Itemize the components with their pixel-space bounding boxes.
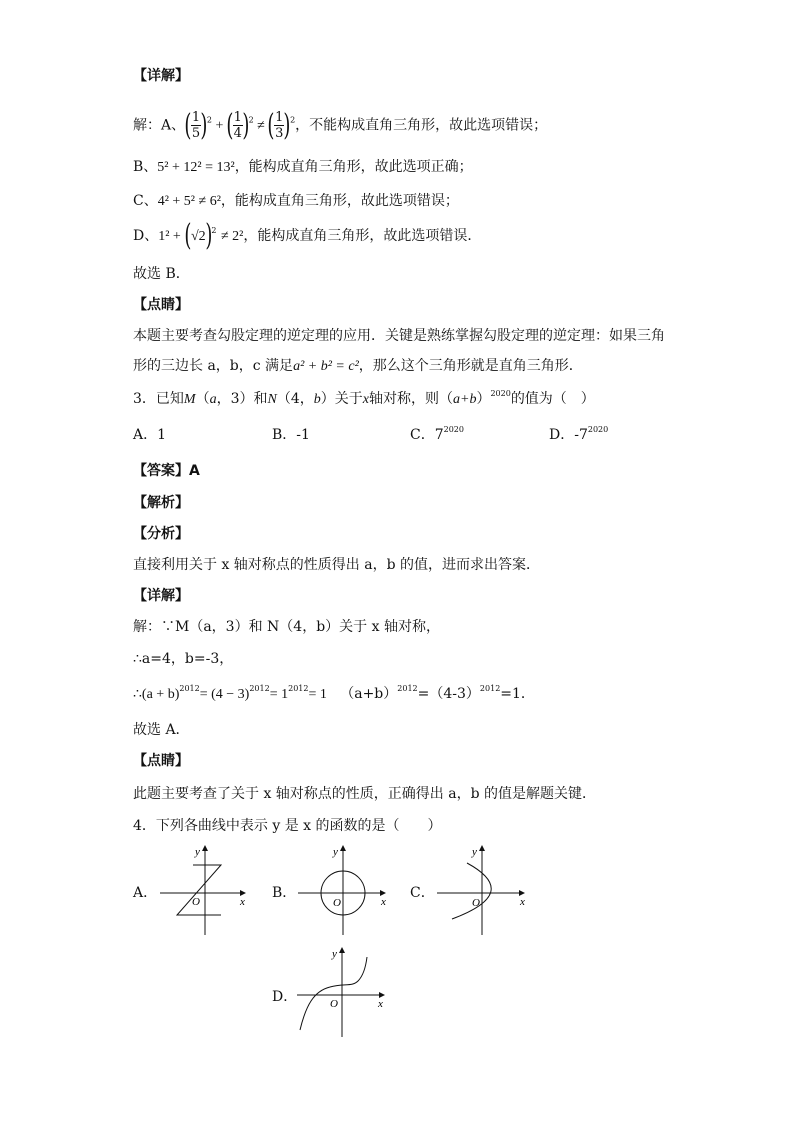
analysis-text: 直接利用关于 x 轴对称点的性质得出 a，b 的值，进而求出答案．: [133, 557, 541, 573]
svg-text:O: O: [330, 998, 338, 1010]
svg-text:y: y: [333, 846, 338, 858]
solution-line-c: C、4² + 5² ≠ 6²，能构成直角三角形，故此选项错误；: [133, 193, 459, 209]
choose-answer-2: 故选 A．: [133, 722, 190, 738]
fraction: $\frac{1}{5}$: [191, 110, 201, 141]
section-heading-remark-2: 【点睛】: [133, 753, 189, 769]
fraction: $\frac{1}{3}$: [275, 110, 284, 141]
svg-text:O: O: [472, 897, 480, 909]
detail-line-1: 解：∵M（a，3）和 N（4，b）关于 x 轴对称，: [133, 619, 440, 635]
svg-text:x: x: [520, 896, 525, 908]
svg-text:x: x: [381, 896, 386, 908]
q4-option-d-label: D．: [272, 989, 298, 1005]
remark-text-2: 此题主要考查了关于 x 轴对称点的性质，正确得出 a，b 的值是解题关键．: [133, 786, 597, 802]
line-prefix: 解：A、: [133, 117, 186, 134]
equation: 4² + 5² ≠ 6²: [157, 194, 221, 209]
section-heading-detail: 【详解】: [133, 68, 189, 84]
remark-line-1: 本题主要考查勾股定理的逆定理的应用．关键是熟练掌握勾股定理的逆定理：如果三角: [133, 328, 665, 344]
detail-line-2: ∴a=4，b=-3，: [133, 651, 234, 667]
section-heading-detail-2: 【详解】: [133, 588, 189, 604]
remark-line-2: 形的三边长 a，b，c 满足a² + b² = c²，那么这个三角形就是直角三角形．: [133, 358, 583, 374]
fraction: $\frac{1}{4}$: [233, 110, 242, 141]
q4-option-b-label: B．: [272, 885, 297, 901]
svg-text:y: y: [472, 846, 477, 858]
svg-text:y: y: [195, 846, 200, 858]
svg-text:y: y: [332, 948, 337, 960]
graph-d: [292, 945, 392, 1040]
section-heading-fenxi: 【分析】: [133, 526, 189, 542]
solution-line-a: 解：A、( $\frac{1}{5}$ )$^2$ + ( $\frac{1}{4}$ )$^2$ ≠ ( $\frac{1}{3}$ )$^2$，不能构成直角三角形，故此选项错误；: [133, 107, 548, 143]
graph-c: [432, 843, 532, 938]
choose-answer: 故选 B．: [133, 266, 190, 282]
question-3-stem: 3．已知M（a，3）和N（4，b）关于x轴对称，则$(a+b)^{2020}$的值为（ ）: [133, 389, 595, 407]
q4-option-a-label: A．: [133, 885, 158, 901]
svg-text:O: O: [333, 897, 341, 909]
section-heading-remark: 【点睛】: [133, 297, 189, 313]
section-heading-analysis: 【解析】: [133, 495, 189, 511]
solution-line-d: D、$1^2 + (√2)^2 \ne 2^2$，能构成直角三角形，故此选项错误．: [133, 218, 482, 253]
sqrt-term: √2: [191, 229, 206, 244]
equation: a² + b² = c²: [293, 359, 359, 374]
svg-text:x: x: [378, 998, 383, 1010]
answer-label: 【答案】A: [133, 463, 200, 479]
option-b: B．-1: [272, 427, 310, 443]
option-d: D．$-7^{2020}$: [549, 425, 609, 443]
question-4-stem: 4．下列各曲线中表示 y 是 x 的函数的是（ ）: [133, 818, 442, 834]
svg-text:x: x: [240, 896, 245, 908]
detail-line-3: ∴(a + $b)^{2012}= (4 - 3)^{2012}= 1^{2012}= 1$ $(a+b)^{2012}=(4-3)^{2012}=1$．: [133, 684, 535, 702]
equation: 5² + 12² = 13²: [157, 160, 235, 175]
graph-a: [155, 843, 255, 938]
graph-b: [293, 843, 393, 938]
q4-option-c-label: C．: [410, 885, 435, 901]
svg-text:O: O: [192, 896, 200, 908]
solution-line-b: B、5² + 12² = 13²，能构成直角三角形，故此选项正确；: [133, 159, 473, 175]
line-text: ，不能构成直角三角形，故此选项错误；: [295, 117, 548, 134]
option-c: C．$7^{2020}$: [410, 425, 464, 443]
option-a: A．1: [133, 427, 167, 443]
